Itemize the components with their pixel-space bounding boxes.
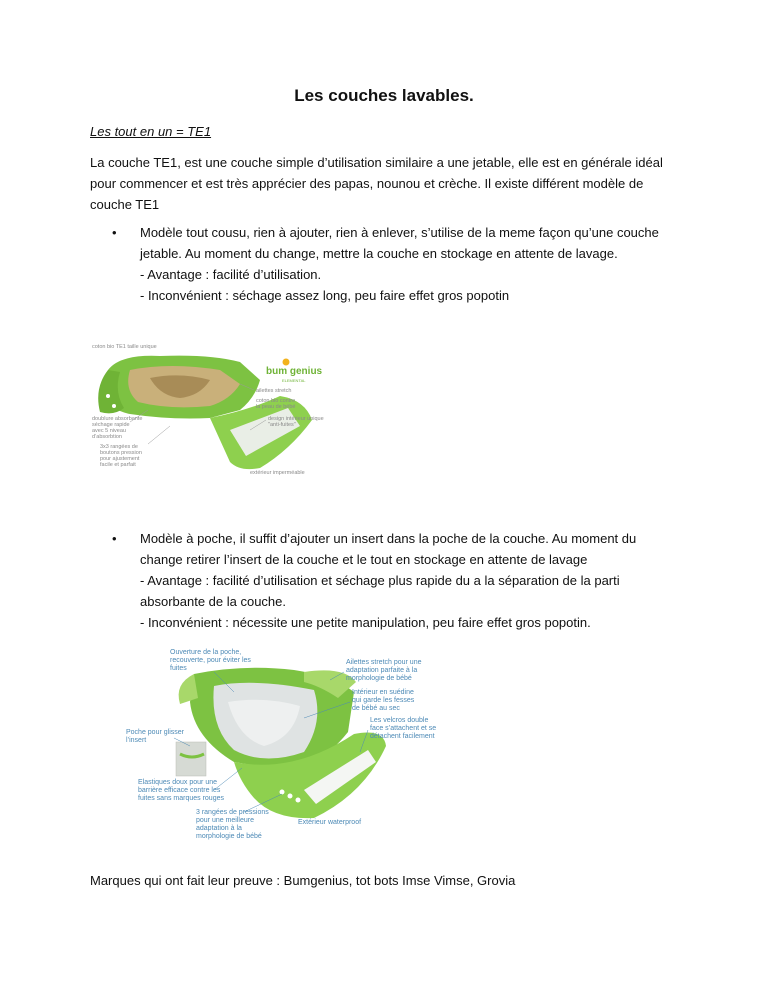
figure-label: adaptation à la: [196, 825, 242, 832]
figure-label: de bébé au sec: [352, 705, 400, 712]
brand-logo-subtext: ELEMENTAL: [282, 378, 306, 383]
figure-label: détachent facilement: [370, 733, 435, 740]
intro-line: couche TE1: [90, 197, 160, 212]
bullet-line: - Avantage : facilité d’utilisation et séchage plus rapide du a la séparation de la parti: [140, 573, 620, 588]
figure-label: boutons pression: [100, 450, 142, 456]
intro-paragraph: [90, 152, 690, 215]
figure-label: fuites sans marques rouges: [138, 795, 224, 802]
bullet-text: [140, 222, 680, 306]
figure-label: morphologie de bébé: [346, 675, 412, 682]
figure-label: design intérieur unique: [268, 416, 324, 422]
bullet-line: Modèle tout cousu, rien à ajouter, rien à enlever, s’utilise de la meme façon qu’une couche: [140, 225, 659, 240]
bullet-icon: •: [112, 225, 117, 240]
bullet-line: - Inconvénient : séchage assez long, peu faire effet gros popotin: [140, 288, 510, 303]
figure-label: doublure absorbante: [92, 416, 143, 422]
bullet-line: change retirer l’insert de la couche et le tout en stockage en attente de lavage: [140, 552, 588, 567]
figure-label: face s’attachent et se: [370, 725, 437, 732]
figure-label: Extérieur waterproof: [298, 819, 362, 826]
figure-label: facile et parfait: [100, 462, 136, 468]
figure-label: qui garde les fesses: [352, 697, 415, 704]
intro-line: La couche TE1, est une couche simple d’utilisation similaire a une jetable, elle est en générale idéal: [90, 155, 663, 170]
figure-label: fuites: [170, 665, 187, 672]
figure-label: 3x3 rangées de: [100, 444, 138, 450]
bullet-text: [140, 528, 680, 633]
figure-label: coton bio contre: [256, 398, 296, 404]
diaper-image-2: [124, 642, 454, 842]
bullet-line: jetable. Au moment du change, mettre la couche en stockage en attente de lavage.: [140, 246, 618, 261]
footer-text: Marques qui ont fait leur preuve : Bumgenius, tot bots Imse Vimse, Grovia: [90, 873, 516, 888]
page-title: Les couches lavables.: [294, 86, 474, 105]
intro-line: pour commencer et est très apprécier des papas, nounou et crèche. Il existe différent modèle de: [90, 176, 644, 191]
figure-label: 3 rangées de pressions: [196, 809, 269, 816]
figure-label: extérieur imperméable: [250, 470, 305, 476]
figure-label: recouverte, pour éviter les: [170, 657, 251, 664]
figure-label: Les velcros double: [370, 717, 429, 724]
figure-label: adaptation parfaite à la: [346, 667, 418, 674]
figure-label: "anti-fuites": [268, 422, 296, 428]
figure-label: avec 5 niveau: [92, 428, 126, 434]
figure-label: l’insert: [126, 737, 147, 744]
figure-label: pour une meilleure: [196, 817, 254, 824]
figure-label: d’absorbtion: [92, 434, 122, 440]
figure-label: séchage rapide: [92, 422, 130, 428]
figure-label: Ouverture de la poche,: [170, 649, 242, 656]
figure-label: Ailettes stretch pour une: [346, 659, 422, 666]
figure-label: barrière efficace contre les: [138, 787, 221, 794]
figure-label: Elastiques doux pour une: [138, 779, 217, 786]
figure-label: Poche pour glisser: [126, 729, 184, 736]
bullet-line: - Avantage : facilité d’utilisation.: [140, 267, 322, 282]
brand-logo-text: bum genius: [266, 366, 323, 377]
diaper-illustration-1: [90, 340, 330, 480]
figure-label: morphologie de bébé: [196, 833, 262, 840]
bullet-line: absorbante de la couche.: [140, 594, 286, 609]
figure-label: ailettes stretch: [256, 388, 292, 394]
diaper-image-1: [90, 340, 330, 480]
diaper-illustration-2: [124, 642, 454, 842]
figure-label: Intérieur en suédine: [352, 689, 414, 696]
bullet-line: Modèle à poche, il suffit d’ajouter un insert dans la poche de la couche. Au moment du: [140, 531, 637, 546]
bullet-line: - Inconvénient : nécessite une petite manipulation, peu faire effet gros popotin.: [140, 615, 591, 630]
figure-label: pour ajustement: [100, 456, 140, 462]
sun-logo-icon: [283, 359, 290, 366]
figure-label: la peau de bébé: [256, 404, 296, 410]
section-subtitle: Les tout en un = TE1: [90, 124, 212, 139]
figure-label: coton bio TE1 taille unique: [92, 344, 157, 350]
bullet-icon: •: [112, 531, 117, 546]
